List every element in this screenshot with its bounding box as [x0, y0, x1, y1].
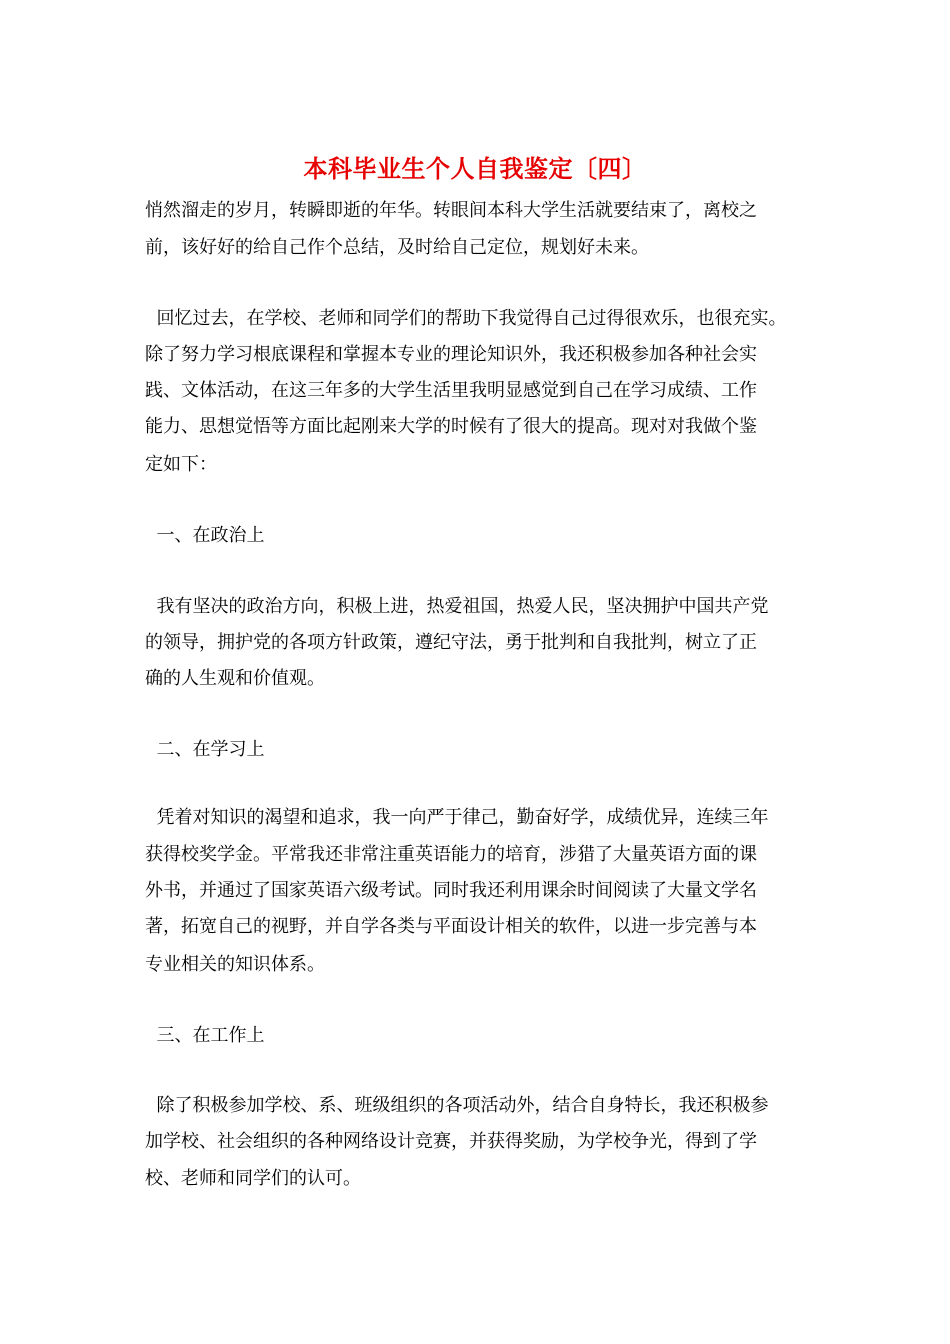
paragraph-line: 定如下： — [145, 454, 217, 475]
paragraph-line: 践、文体活动，在这三年多的大学生活里我明显感觉到自己在学习成绩、工作 — [145, 380, 757, 401]
paragraph-line: 著，拓宽自己的视野，并自学各类与平面设计相关的软件，以进一步完善与本 — [145, 916, 757, 937]
section-heading: 二、在学习上 — [145, 739, 265, 760]
paragraph-line: 凭着对知识的渴望和追求，我一向严于律己，勤奋好学，成绩优异，连续三年 — [145, 807, 769, 828]
document-title: 本科毕业生个人自我鉴定〔四〕 — [303, 154, 647, 183]
section-heading: 三、在工作上 — [145, 1025, 265, 1046]
paragraph-line: 前，该好好的给自己作个总结，及时给自己定位，规划好未来。 — [145, 237, 649, 258]
section-heading: 一、在政治上 — [145, 525, 265, 546]
paragraph-line: 外书，并通过了国家英语六级考试。同时我还利用课余时间阅读了大量文学名 — [145, 880, 757, 901]
paragraph-line: 回忆过去，在学校、老师和同学们的帮助下我觉得自己过得很欢乐，也很充实。 — [145, 308, 787, 329]
paragraph-line: 校、老师和同学们的认可。 — [145, 1168, 361, 1189]
paragraph-line: 能力、思想觉悟等方面比起刚来大学的时候有了很大的提高。现对对我做个鉴 — [145, 416, 757, 437]
paragraph-line: 确的人生观和价值观。 — [145, 668, 325, 689]
paragraph-line: 除了努力学习根底课程和掌握本专业的理论知识外，我还积极参加各种社会实 — [145, 344, 757, 365]
paragraph-line: 除了积极参加学校、系、班级组织的各项活动外，结合自身特长，我还积极参 — [145, 1095, 769, 1116]
paragraph-line: 我有坚决的政治方向，积极上进，热爱祖国，热爱人民，坚决拥护中国共产党 — [145, 596, 769, 617]
paragraph-line: 的领导，拥护党的各项方针政策，遵纪守法，勇于批判和自我批判，树立了正 — [145, 632, 757, 653]
paragraph-line: 专业相关的知识体系。 — [145, 954, 325, 975]
paragraph-line: 加学校、社会组织的各种网络设计竞赛，并获得奖励，为学校争光，得到了学 — [145, 1131, 757, 1152]
paragraph-line: 获得校奖学金。平常我还非常注重英语能力的培育，涉猎了大量英语方面的课 — [145, 844, 757, 865]
paragraph-line: 悄然溜走的岁月，转瞬即逝的年华。转眼间本科大学生活就要结束了，离校之 — [145, 200, 757, 221]
